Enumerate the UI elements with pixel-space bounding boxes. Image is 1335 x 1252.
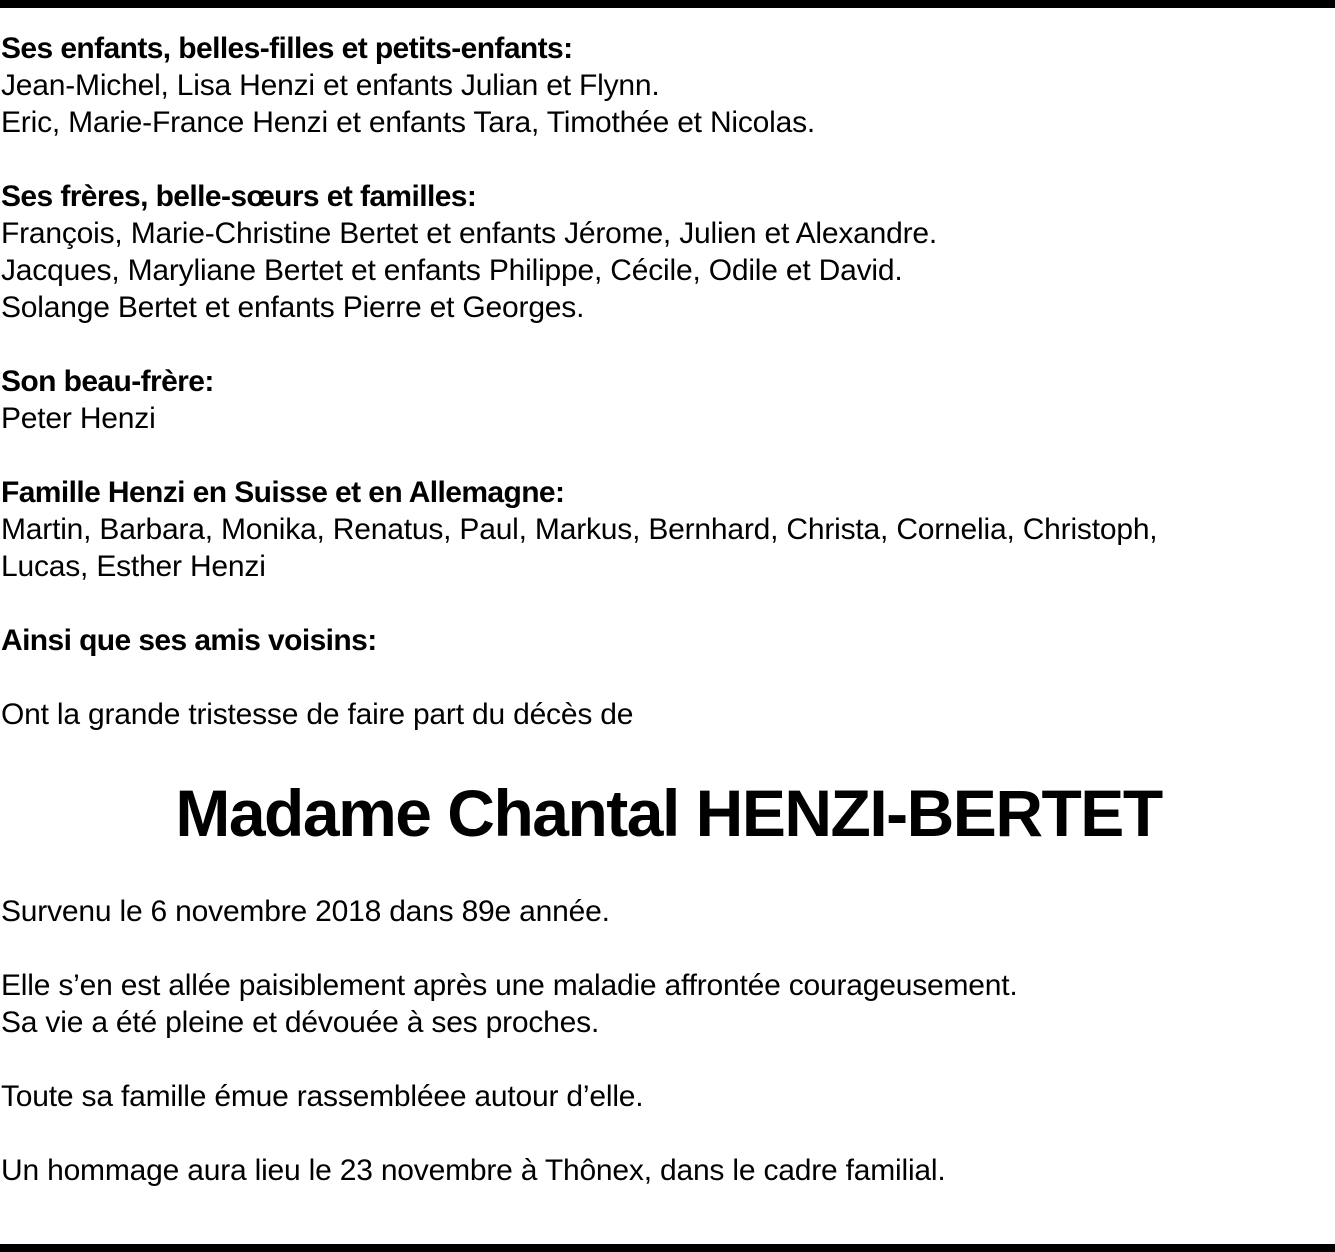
paragraph-tribute — [1, 967, 1326, 1041]
section-heading: Famille Henzi en Suisse et en Allemagne: — [1, 476, 565, 509]
announcement-intro: Ont la grande tristesse de faire part du décès de — [1, 698, 634, 731]
paragraph-line: Toute sa famille émue rassembléee autour d’elle. — [1, 1080, 644, 1113]
section-line: Solange Bertet et enfants Pierre et Georges. — [1, 291, 585, 324]
section-line: Jacques, Maryliane Bertet et enfants Philippe, Cécile, Odile et David. — [1, 254, 903, 287]
section-siblings — [1, 178, 1326, 326]
section-heading: Ses frères, belle-sœurs et familles: — [1, 180, 477, 213]
section-neighbours — [1, 622, 1326, 659]
section-line: François, Marie-Christine Bertet et enfants Jérome, Julien et Alexandre. — [1, 217, 938, 250]
paragraph-line: Un hommage aura lieu le 23 novembre à Thônex, dans le cadre familial. — [1, 1154, 946, 1187]
paragraph-line: Survenu le 6 novembre 2018 dans 89e année. — [1, 895, 610, 928]
paragraph-line: Sa vie a été pleine et dévouée à ses proches. — [1, 1006, 600, 1039]
section-line: Martin, Barbara, Monika, Renatus, Paul, Markus, Bernhard, Christa, Cornelia, Christoph, — [1, 513, 1158, 546]
top-rule — [0, 0, 1335, 8]
section-line: Peter Henzi — [1, 402, 156, 435]
paragraph-family — [1, 1078, 1326, 1115]
paragraph-ceremony — [1, 1152, 1326, 1189]
section-line: Lucas, Esther Henzi — [1, 550, 266, 583]
section-henzi-family — [1, 474, 1326, 585]
section-brother-in-law — [1, 363, 1326, 437]
paragraph-date — [1, 893, 1326, 930]
paragraph-line: Elle s’en est allée paisiblement après une maladie affrontée courageusement. — [1, 969, 1018, 1002]
section-line: Jean-Michel, Lisa Henzi et enfants Julian et Flynn. — [1, 69, 660, 102]
section-heading: Ses enfants, belles-filles et petits-enfants: — [1, 32, 573, 65]
deceased-name: Madame Chantal HENZI-BERTET — [175, 776, 1162, 850]
obituary-notice — [1, 30, 1326, 1226]
section-heading: Ainsi que ses amis voisins: — [1, 624, 377, 657]
section-line: Eric, Marie-France Henzi et enfants Tara, Timothée et Nicolas. — [1, 106, 816, 139]
bottom-rule — [0, 1244, 1335, 1252]
section-heading: Son beau-frère: — [1, 365, 214, 398]
section-children — [1, 30, 1326, 141]
